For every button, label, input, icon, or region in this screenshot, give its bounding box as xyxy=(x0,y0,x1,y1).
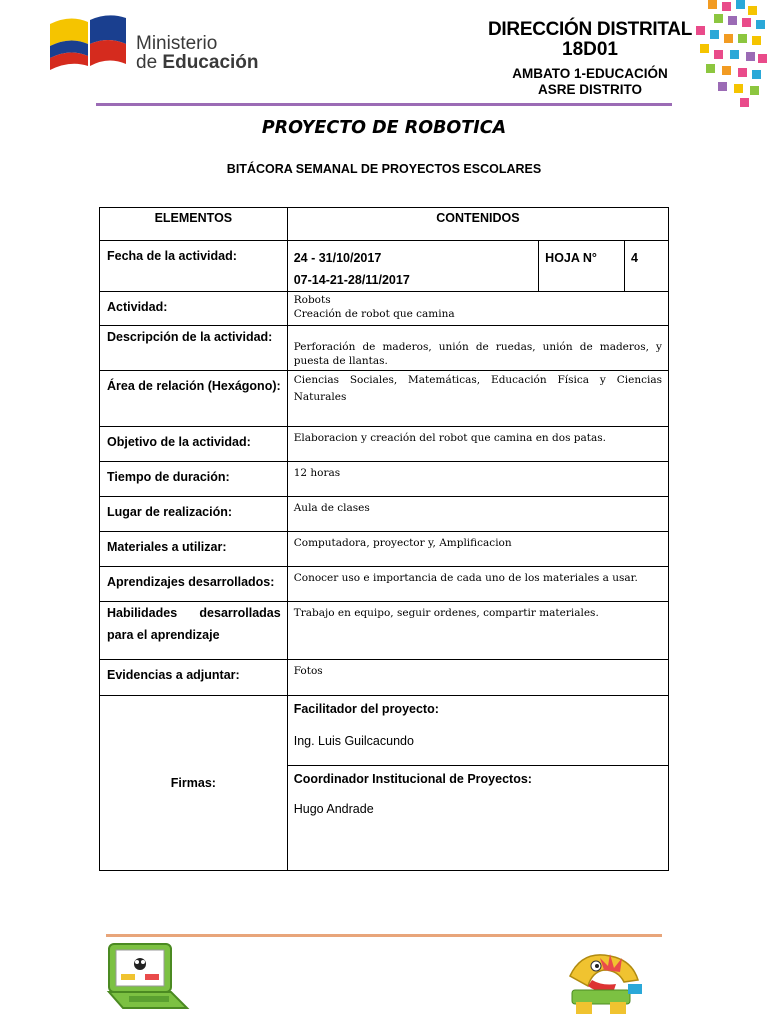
label-tiempo: Tiempo de duración: xyxy=(100,462,288,497)
firma-coordinador xyxy=(287,766,668,871)
row-lugar xyxy=(100,497,669,532)
coordinador-title: Coordinador Institucional de Proyectos: xyxy=(293,772,532,786)
header-elementos: ELEMENTOS xyxy=(100,208,288,241)
row-objetivo xyxy=(100,427,669,462)
value-hoja: 4 xyxy=(625,241,669,292)
row-evidencias xyxy=(100,660,669,696)
table-header-row xyxy=(100,208,669,241)
label-actividad: Actividad: xyxy=(100,292,288,326)
laptop-illustration-icon xyxy=(105,942,191,1014)
fecha-line2: 07-14-21-28/11/2017 xyxy=(293,273,410,287)
district-header xyxy=(470,20,710,98)
actividad-line1: Robots xyxy=(293,294,331,306)
value-fecha xyxy=(287,241,538,292)
row-fecha xyxy=(100,241,669,292)
value-descripcion: Perforación de maderos, unión de ruedas, unión de maderos, y puesta de llantas. xyxy=(287,326,668,371)
header-contenidos: CONTENIDOS xyxy=(287,208,668,241)
ministerio-logo xyxy=(50,14,270,74)
label-objetivo: Objetivo de la actividad: xyxy=(100,427,288,462)
label-firmas: Firmas: xyxy=(100,696,288,871)
row-tiempo xyxy=(100,462,669,497)
row-firmas-facilitador xyxy=(100,696,669,766)
value-actividad xyxy=(287,292,668,326)
label-habilidades: Habilidades desarrolladas para el aprendizaje xyxy=(100,602,288,660)
facilitador-title: Facilitador del proyecto: xyxy=(293,702,439,716)
fecha-line1: 24 - 31/10/2017 xyxy=(293,251,382,265)
value-materiales: Computadora, proyector y, Amplificacion xyxy=(287,532,668,567)
value-habilidades: Trabajo en equipo, seguir ordenes, compartir materiales. xyxy=(287,602,668,660)
bottom-divider xyxy=(106,934,662,937)
page-title: PROYECTO DE ROBOTICA xyxy=(261,118,507,138)
value-area: Ciencias Sociales, Matemáticas, Educación Física y Ciencias Naturales xyxy=(287,371,668,427)
coordinador-name: Hugo Andrade xyxy=(293,802,374,816)
value-evidencias: Fotos xyxy=(287,660,668,696)
facilitador-name: Ing. Luis Guilcacundo xyxy=(293,734,414,748)
label-lugar: Lugar de realización: xyxy=(100,497,288,532)
row-actividad xyxy=(100,292,669,326)
decorative-burst-icon xyxy=(688,0,768,110)
district-direction: DIRECCIÓN DISTRITAL xyxy=(488,19,692,40)
district-asre: ASRE DISTRITO xyxy=(537,82,642,97)
row-descripcion xyxy=(100,326,669,371)
row-aprendizajes xyxy=(100,567,669,602)
label-materiales: Materiales a utilizar: xyxy=(100,532,288,567)
label-evidencias: Evidencias a adjuntar: xyxy=(100,660,288,696)
row-habilidades xyxy=(100,602,669,660)
logo-line1: Ministerio xyxy=(136,33,218,54)
label-hoja: HOJA N° xyxy=(539,241,625,292)
label-fecha: Fecha de la actividad: xyxy=(100,241,288,292)
value-tiempo: 12 horas xyxy=(287,462,668,497)
robot-dragon-illustration-icon xyxy=(562,940,652,1020)
row-area xyxy=(100,371,669,427)
row-materiales xyxy=(100,532,669,567)
district-code: 18D01 xyxy=(562,39,618,60)
district-ambato: AMBATO 1-EDUCACIÓN xyxy=(512,66,668,81)
actividad-line2: Creación de robot que camina xyxy=(293,308,455,320)
label-aprendizajes: Aprendizajes desarrollados: xyxy=(100,567,288,602)
log-table xyxy=(99,207,669,871)
firma-facilitador xyxy=(287,696,668,766)
page-subtitle: BITÁCORA SEMANAL DE PROYECTOS ESCOLARES xyxy=(226,162,542,176)
label-descripcion: Descripción de la actividad: xyxy=(100,326,288,371)
value-lugar: Aula de clases xyxy=(287,497,668,532)
value-objetivo: Elaboracion y creación del robot que camina en dos patas. xyxy=(287,427,668,462)
top-divider xyxy=(96,103,672,106)
value-aprendizajes: Conocer uso e importancia de cada uno de los materiales a usar. xyxy=(287,567,668,602)
ecuador-flag-icon xyxy=(50,14,130,70)
logo-line2: de Educación xyxy=(136,52,259,73)
label-area: Área de relación (Hexágono): xyxy=(100,371,288,427)
